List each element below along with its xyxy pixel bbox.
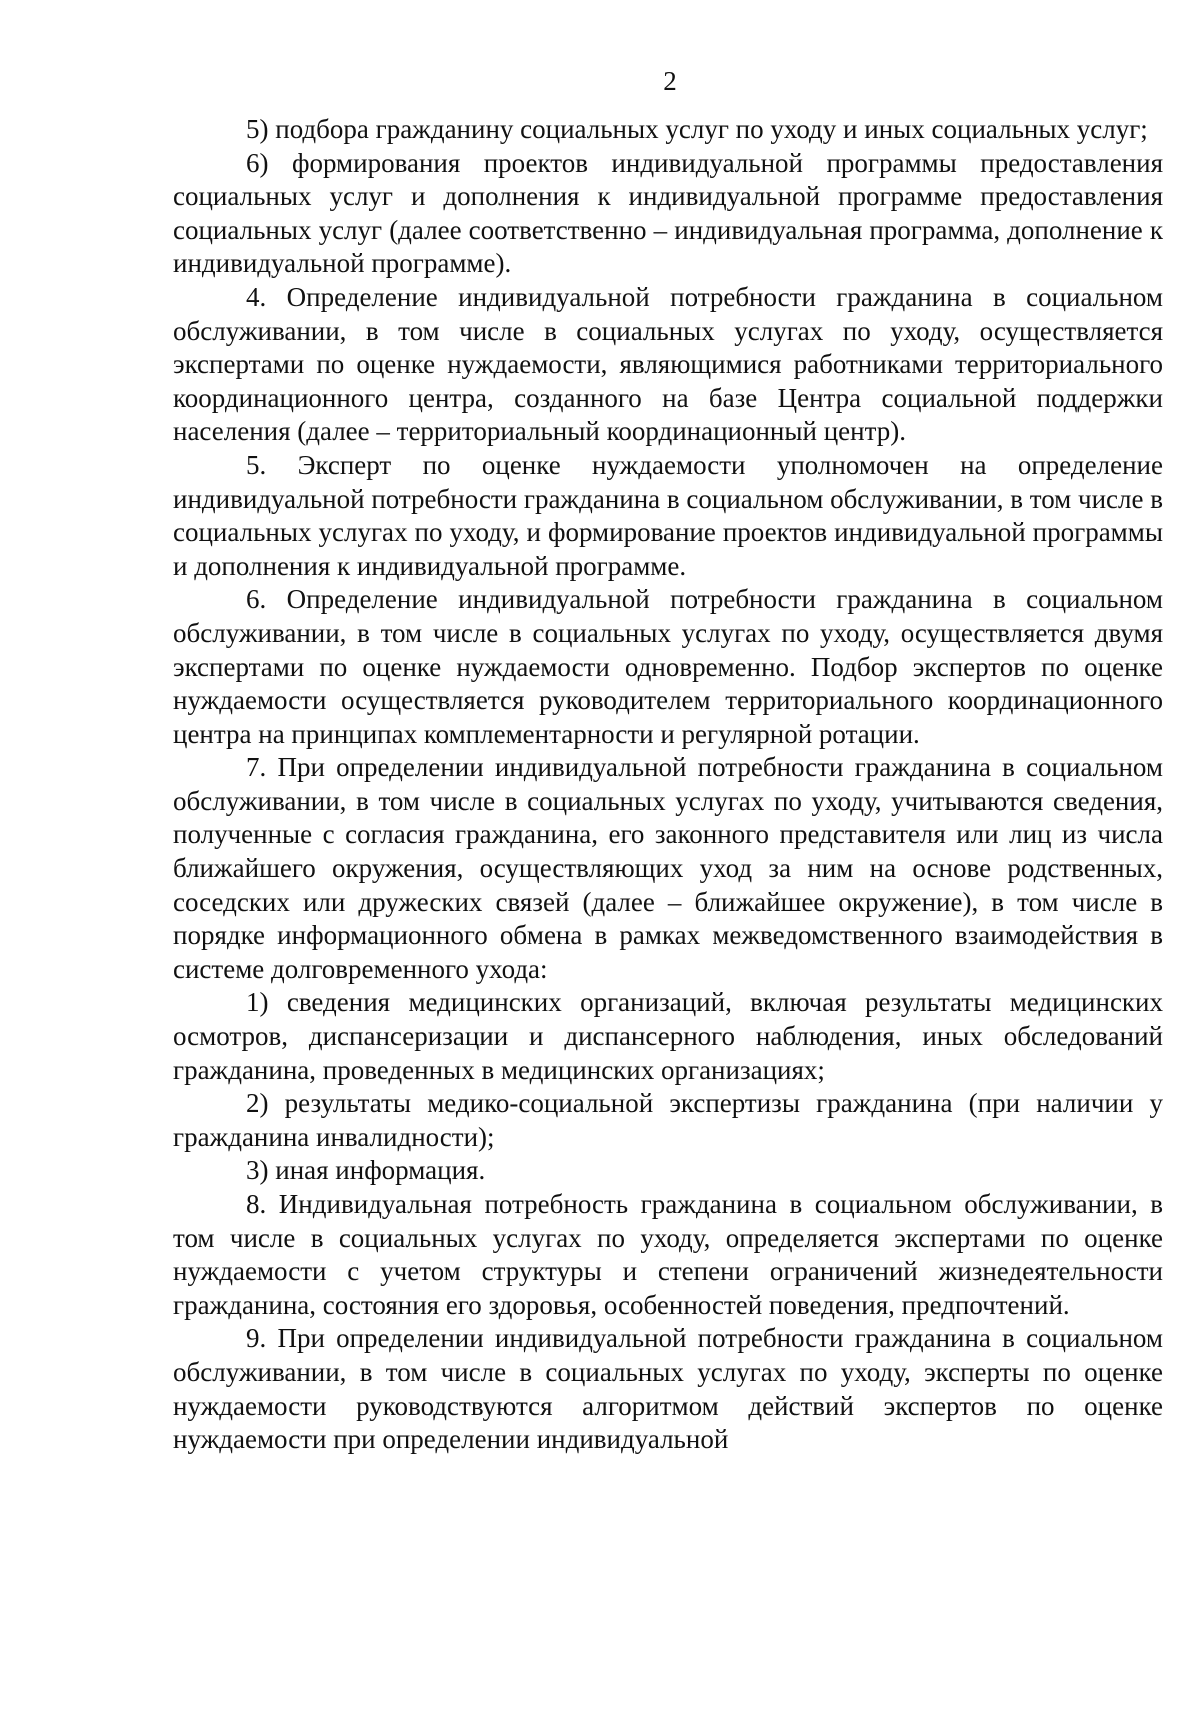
paragraph-item-5: 5) подбора гражданину социальных услуг по уходу и иных социальных услуг; [246,114,1148,144]
paragraph-section-8: 8. Индивидуальная потребность гражданина в социальном обслуживании, в том числе в социальных услугах по уходу, определяется экспертами по оценке нуждаемости с учетом структуры и степени ограничений жизнедеятельности гражданина, состояния его здоровья, особенностей поведения, предпочтений. [173,1189,1163,1320]
paragraph-list-item-2: 2) результаты медико-социальной экспертизы гражданина (при наличии у гражданина инвалидности); [173,1088,1163,1152]
paragraph-section-4: 4. Определение индивидуальной потребности гражданина в социальном обслуживании, в том числе в социальных услугах по уходу, осуществляется экспертами по оценке нуждаемости, являющимися работниками территориального координационного центра, созданного на базе Центра социальной поддержки населения (далее – территориальный координационный центр). [173,281,1163,447]
paragraph-item-6: 6) формирования проектов индивидуальной программы предоставления социальных услуг и дополнения к индивидуальной программе предоставления социальных услуг (далее соответственно – индивидуальная программа, дополнение к индивидуальной программе). [173,147,1163,279]
page-number: 2 [663,66,677,96]
document-body [173,113,1163,1457]
paragraph-section-5: 5. Эксперт по оценке нуждаемости уполномочен на определение индивидуальной потребности гражданина в социальном обслуживании, в том числе в социальных услугах по уходу, и формирование проектов индивидуальной программы и дополнения к индивидуальной программе. [173,449,1163,581]
paragraph-section-6: 6. Определение индивидуальной потребности гражданина в социальном обслуживании, в том числе в социальных услугах по уходу, осуществляется двумя экспертами по оценке нуждаемости одновременно. Подбор экспертов по оценке нуждаемости осуществляется руководителем территориального координационного центра на принципах комплементарности и регулярной ротации. [173,584,1163,749]
paragraph-section-9: 9. При определении индивидуальной потребности гражданина в социальном обслуживании, в том числе в социальных услугах по уходу, эксперты по оценке нуждаемости руководствуются алгоритмом действий экспертов по оценке нуждаемости при определении индивидуальной [173,1323,1163,1455]
paragraph-list-item-3: 3) иная информация. [246,1155,486,1186]
paragraph-section-7: 7. При определении индивидуальной потребности гражданина в социальном обслуживании, в том числе в социальных услугах по уходу, учитываются сведения, полученные с согласия гражданина, его законного представителя или лиц из числа ближайшего окружения, осуществляющих уход за ним на основе родственных, соседских или дружеских связей (далее – ближайшее окружение), в том числе в порядке информационного обмена в рамках межведомственного взаимодействия в системе долговременного ухода: [173,752,1163,984]
paragraph-list-item-1: 1) сведения медицинских организаций, включая результаты медицинских осмотров, диспансеризации и диспансерного наблюдения, иных обследований гражданина, проведенных в медицинских организациях; [173,987,1163,1085]
